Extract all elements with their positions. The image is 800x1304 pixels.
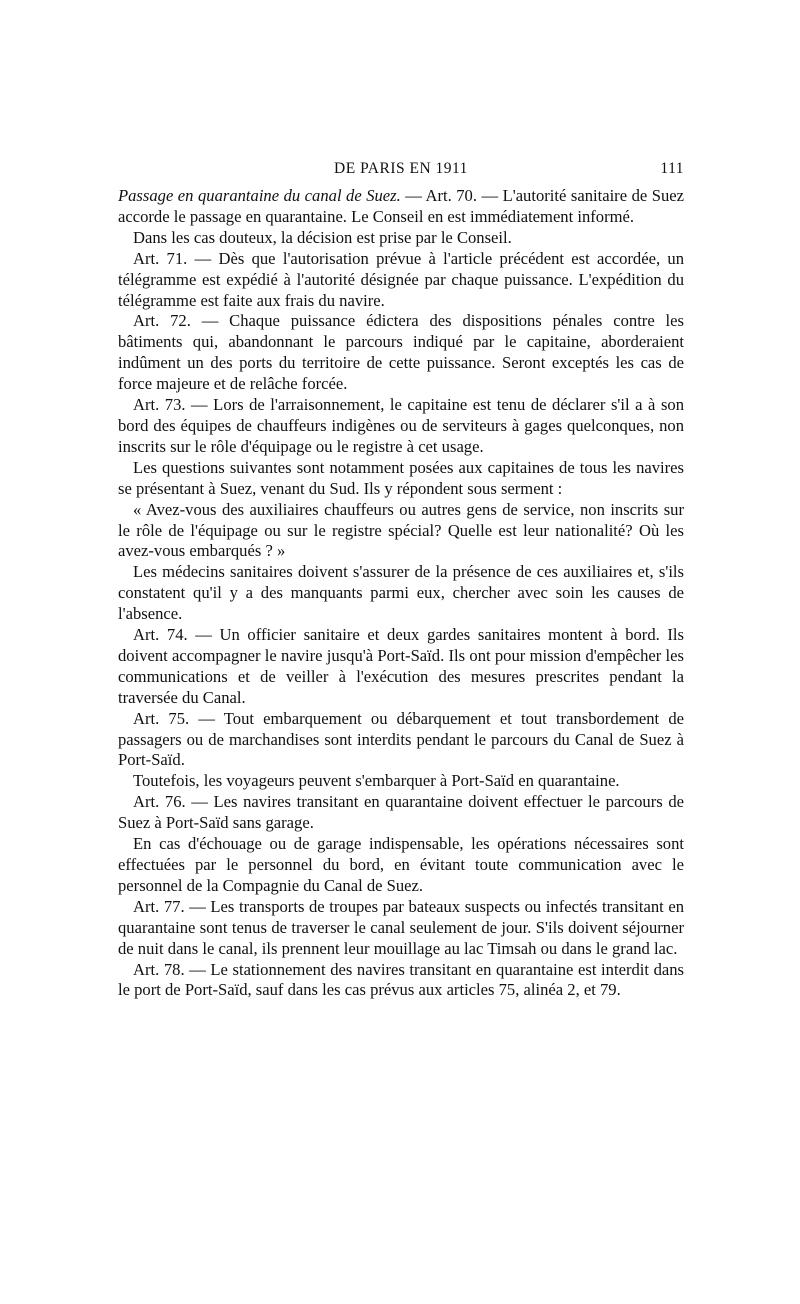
paragraph-quote: « Avez-vous des auxiliaires chauffeurs ou autres gens de service, non inscrits sur le rôle de l'équipage ou sur le registre spécial? Quelle est leur nationalité? Où les avez-vous embarqués ? » [118, 499, 684, 561]
paragraph: En cas d'échouage ou de garage indispensable, les opérations nécessaires sont effectuées par le personnel du bord, en évitant toute communication avec le personnel de la Compagnie du Canal de Suez. [118, 834, 684, 895]
page-number: 111 [660, 160, 684, 177]
paragraph-art-71: Art. 71. — Dès que l'autorisation prévue à l'article précédent est accordée, un télégramme est expédié à l'autorité désignée par chaque puissance. L'expédition du télégramme est faite aux frais du navire. [118, 248, 684, 310]
paragraph-art-72: Art. 72. — Chaque puissance édictera des dispositions pénales contre les bâtiments qui, abandonnant le parcours indiqué par le capitaine, aborderaient indûment un des ports du territoire de cette puissance. Seront exceptés les cas de force majeure et de relâche forcée. [118, 311, 684, 394]
paragraph: Dans les cas douteux, la décision est prise par le Conseil. [133, 227, 512, 247]
paragraph: Toutefois, les voyageurs peuvent s'embarquer à Port-Saïd en quarantaine. [133, 771, 620, 791]
page-body [118, 186, 684, 1001]
paragraph-art-74: Art. 74. — Un officier sanitaire et deux gardes sanitaires montent à bord. Ils doivent accompagner le navire jusqu'à Port-Saïd. Ils ont pour mission d'empêcher les communications et de veiller à l'exécution des mesures prescrites pendant la traversée du Canal. [118, 625, 684, 707]
running-head [118, 160, 684, 184]
paragraph-art-77: Art. 77. — Les transports de troupes par bateaux suspects ou infectés transitant en quarantaine sont tenus de traverser le canal seulement de jour. S'ils doivent séjourner de nuit dans le canal, ils prennent leur mouillage au lac Timsah ou dans le grand lac. [118, 896, 684, 958]
paragraph-text: — Art. 70. — L'autorité sanitaire de Suez accorde le passage en quarantaine. Le Conseil en est immédiatement informé. [118, 186, 684, 226]
paragraph-art-76: Art. 76. — Les navires transitant en quarantaine doivent effectuer le parcours de Suez à Port-Saïd sans garage. [118, 792, 684, 833]
paragraph: Les questions suivantes sont notamment posées aux capitaines de tous les navires se présentant à Suez, venant du Sud. Ils y répondent sous serment : [118, 457, 684, 498]
paragraph-art-73: Art. 73. — Lors de l'arraisonnement, le capitaine est tenu de déclarer s'il a à son bord des équipes de chauffeurs indigènes ou de serviteurs à gages quelconques, non inscrits sur le rôle d'équipage ou le registre à cet usage. [118, 395, 684, 456]
paragraph-art-70 [118, 186, 684, 228]
section-heading: Passage en quarantaine du canal de Suez. [118, 186, 401, 205]
running-title: DE PARIS EN 1911 [334, 160, 468, 177]
paragraph-art-75: Art. 75. — Tout embarquement ou débarquement et tout transbordement de passagers ou de marchandises sont interdits pendant le parcours du Canal de Suez à Port-Saïd. [118, 708, 684, 770]
paragraph: Les médecins sanitaires doivent s'assurer de la présence de ces auxiliaires et, s'ils constatent qu'il y a des manquants parmi eux, chercher avec soin les causes de l'absence. [118, 562, 684, 624]
paragraph-art-78: Art. 78. — Le stationnement des navires transitant en quarantaine est interdit dans le port de Port-Saïd, sauf dans les cas prévus aux articles 75, alinéa 2, et 79. [118, 959, 684, 1000]
